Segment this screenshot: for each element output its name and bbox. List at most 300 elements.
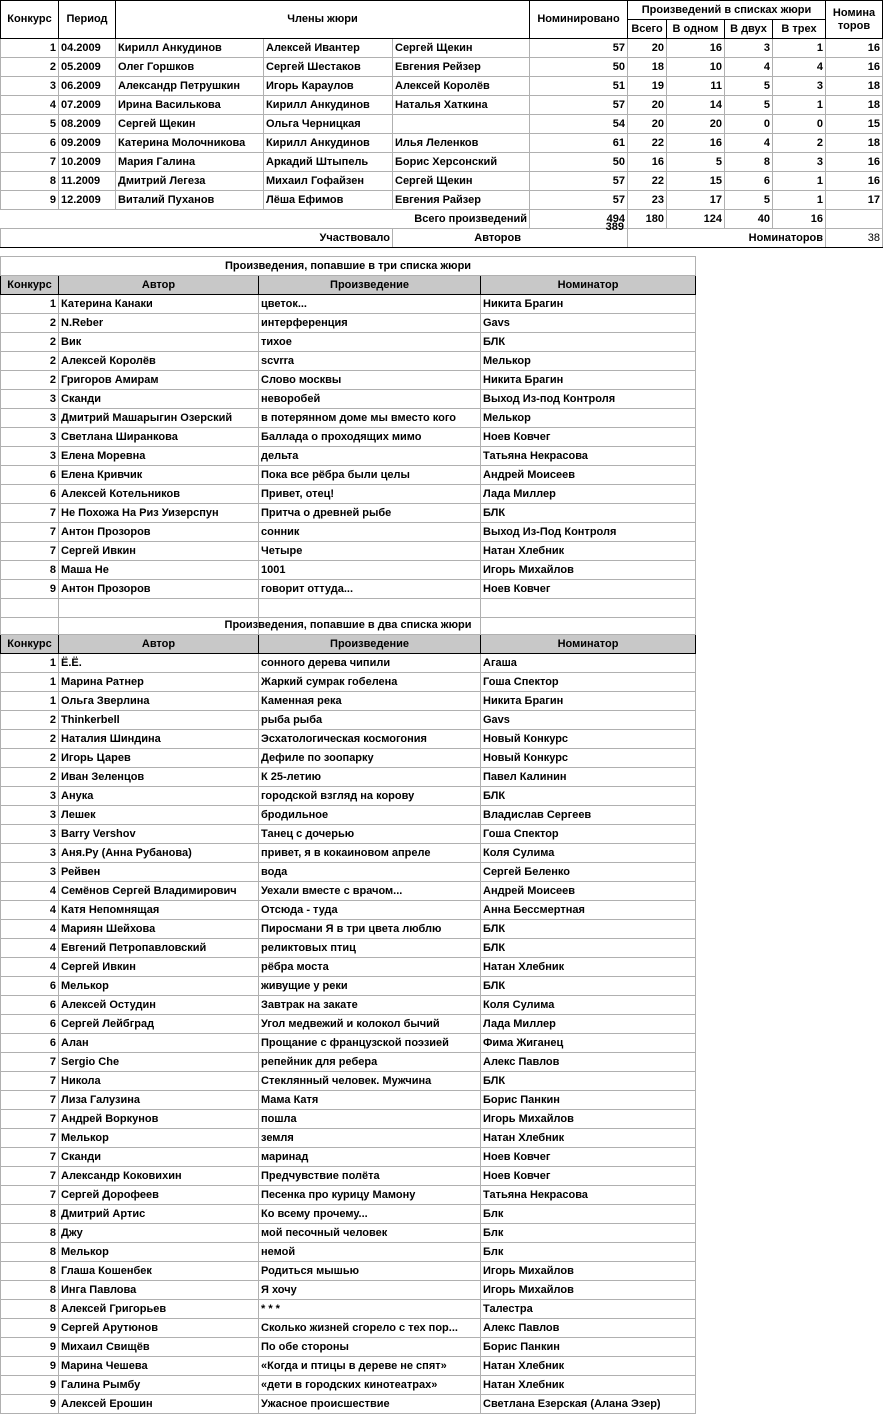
work-cell: Танец с дочерью [259,825,481,844]
table-row [1,844,696,863]
konkurs-cell: 7 [1,1148,59,1167]
work-cell: тихое [259,333,481,352]
konkurs-cell: 8 [1,1243,59,1262]
work-cell: вода [259,863,481,882]
total-all: 180 [628,210,667,229]
work-cell: scvrra [259,352,481,371]
work-cell: мой песочный человек [259,1224,481,1243]
author-cell: Сергей Ивкин [59,542,259,561]
work-cell: «дети в городских кинотеатрах» [259,1376,481,1395]
konkurs-cell: 7 [1,504,59,523]
header-nominated: Номинировано [530,1,628,39]
table-row [1,1300,696,1319]
table-row [1,466,696,485]
nominator-cell: Новый Конкурс [481,730,696,749]
author-cell: Светлана Ширанкова [59,428,259,447]
nominator-cell: Натан Хлебник [481,542,696,561]
work-cell: Мама Катя [259,1091,481,1110]
in-one-cell: 20 [667,115,725,134]
header-nominators-line2: торов [837,19,871,32]
work-cell: немой [259,1243,481,1262]
table-row [1,787,696,806]
konkurs-cell: 7 [1,1186,59,1205]
nominator-cell: Gavs [481,711,696,730]
work-cell: говорит оттуда... [259,580,481,599]
nominator-cell: БЛК [481,504,696,523]
work-cell: Четыре [259,542,481,561]
nominator-cell: Алекс Павлов [481,1319,696,1338]
three-lists-table [0,256,696,637]
nominator-cell: Натан Хлебник [481,1129,696,1148]
work-cell: Баллада о проходящих мимо [259,428,481,447]
konkurs-cell: 2 [1,749,59,768]
jury-1-cell: Ирина Василькова [116,96,264,115]
jury-3-cell: Евгения Рейзер [393,58,530,77]
konkurs-cell: 3 [1,428,59,447]
nominator-cell: Игорь Михайлов [481,1110,696,1129]
table-row [1,371,696,390]
nominators-cell: 16 [826,153,883,172]
author-cell: Антон Прозоров [59,580,259,599]
author-cell: Дмитрий Машарыгин Озерский [59,409,259,428]
in-three-cell: 1 [773,39,826,58]
work-cell: репейник для ребера [259,1053,481,1072]
nominator-cell: Мелькор [481,409,696,428]
work-cell: Родиться мышью [259,1262,481,1281]
col-author: Автор [59,635,259,654]
nominator-cell: БЛК [481,333,696,352]
table-row [1,1357,696,1376]
konkurs-cell: 7 [1,523,59,542]
jury-1-cell: Сергей Щекин [116,115,264,134]
nominators-cell: 18 [826,134,883,153]
author-cell: Катя Непомнящая [59,901,259,920]
konkurs-cell: 9 [1,1357,59,1376]
nominator-cell: Игорь Михайлов [481,1262,696,1281]
konkurs-cell: 8 [1,561,59,580]
work-cell: Стеклянный человек. Мужчина [259,1072,481,1091]
author-cell: Лиза Галузина [59,1091,259,1110]
work-cell: Притча о древней рыбе [259,504,481,523]
konkurs-cell: 5 [1,115,59,134]
konkurs-cell: 9 [1,580,59,599]
table-row [1,1319,696,1338]
konkurs-cell: 8 [1,1300,59,1319]
period-cell: 08.2009 [59,115,116,134]
in-three-cell: 0 [773,115,826,134]
nominator-cell: Выход Из-под Контроля [481,390,696,409]
work-cell: * * * [259,1300,481,1319]
author-cell: Алексей Ерошин [59,1395,259,1414]
jury-3-cell: Сергей Щекин [393,39,530,58]
konkurs-cell: 7 [1,1053,59,1072]
in-three-cell: 1 [773,96,826,115]
author-cell: Катерина Канаки [59,295,259,314]
table-row [1,1129,696,1148]
summary-row [1,153,883,172]
table-row [1,1015,696,1034]
nominated-cell: 50 [530,153,628,172]
konkurs-cell: 6 [1,1015,59,1034]
nominated-cell: 57 [530,96,628,115]
author-cell: Александр Коковихин [59,1167,259,1186]
jury-3-cell: Илья Леленков [393,134,530,153]
author-cell: Сканди [59,1148,259,1167]
nominated-cell: 61 [530,134,628,153]
table-row [1,1148,696,1167]
table-row [1,409,696,428]
table-row [1,542,696,561]
work-cell: живущие у реки [259,977,481,996]
author-cell: Алан [59,1034,259,1053]
in-three-cell: 1 [773,191,826,210]
author-cell: Иван Зеленцов [59,768,259,787]
in-two-cell: 4 [725,58,773,77]
table-row [1,1262,696,1281]
konkurs-cell: 9 [1,191,59,210]
table-row [1,920,696,939]
nominators-cell: 18 [826,96,883,115]
in-one-cell: 5 [667,153,725,172]
konkurs-cell: 3 [1,844,59,863]
author-cell: Сергей Лейбград [59,1015,259,1034]
konkurs-cell: 1 [1,39,59,58]
col-nominator: Номинатор [481,276,696,295]
konkurs-cell: 6 [1,134,59,153]
work-cell: дельта [259,447,481,466]
nominator-cell: Коля Сулима [481,844,696,863]
author-cell: Игорь Царев [59,749,259,768]
table-row [1,333,696,352]
table-row [1,1395,696,1414]
table-row [1,692,696,711]
table-row [1,711,696,730]
konkurs-cell: 2 [1,711,59,730]
work-cell: Дефиле по зоопарку [259,749,481,768]
jury-1-cell: Мария Галина [116,153,264,172]
table-row [1,428,696,447]
table-row [1,958,696,977]
work-cell: Каменная река [259,692,481,711]
period-cell: 12.2009 [59,191,116,210]
work-cell: реликтовых птиц [259,939,481,958]
total-cell: 20 [628,39,667,58]
konkurs-cell: 4 [1,901,59,920]
table-row [1,485,696,504]
header-total: Всего [628,20,667,39]
table-row [1,390,696,409]
konkurs-cell: 8 [1,172,59,191]
total-two: 40 [725,210,773,229]
author-cell: Sergio Che [59,1053,259,1072]
work-cell [259,599,481,618]
jury-2-cell: Лёша Ефимов [264,191,393,210]
nominator-cell: Блк [481,1224,696,1243]
in-three-cell: 4 [773,58,826,77]
author-cell: Наталия Шиндина [59,730,259,749]
nominator-cell: Анна Бессмертная [481,901,696,920]
konkurs-cell: 7 [1,153,59,172]
konkurs-cell: 3 [1,447,59,466]
konkurs-cell [1,599,59,618]
nominator-cell: Павел Калинин [481,768,696,787]
author-cell: Лешек [59,806,259,825]
work-cell: «Когда и птицы в дереве не спят» [259,1357,481,1376]
work-cell: Жаркий сумрак гобелена [259,673,481,692]
summary-row [1,96,883,115]
jury-2-cell: Аркадий Штыпель [264,153,393,172]
summary-table [0,0,883,248]
konkurs-cell: 6 [1,1034,59,1053]
jury-2-cell: Ольга Черницкая [264,115,393,134]
nominator-cell: Новый Конкурс [481,749,696,768]
author-cell: Barry Vershov [59,825,259,844]
author-cell: N.Reber [59,314,259,333]
table-row [1,1224,696,1243]
table-row [1,1376,696,1395]
summary-row [1,172,883,191]
author-cell: Дмитрий Артис [59,1205,259,1224]
author-cell: Ольга Зверлина [59,692,259,711]
summary-row [1,115,883,134]
in-two-cell: 4 [725,134,773,153]
authors-value: 389 [605,221,624,233]
author-cell: Евгений Петропавловский [59,939,259,958]
author-cell: Алексей Королёв [59,352,259,371]
jury-3-cell: Алексей Королёв [393,77,530,96]
header-in-lists: Произведений в списках жюри [628,1,826,20]
author-cell: Галина Рымбу [59,1376,259,1395]
nominator-cell: БЛК [481,1072,696,1091]
period-cell: 06.2009 [59,77,116,96]
table-row [1,654,696,673]
work-cell: пошла [259,1110,481,1129]
work-cell: маринад [259,1148,481,1167]
in-two-cell: 6 [725,172,773,191]
work-cell: Песенка про курицу Мамону [259,1186,481,1205]
participated-label: Участвовало [1,229,393,248]
period-cell: 11.2009 [59,172,116,191]
jury-2-cell: Алексей Ивантер [264,39,393,58]
author-cell [59,599,259,618]
nominator-cell: Лада Миллер [481,1015,696,1034]
work-cell: цветок... [259,295,481,314]
col-nominator: Номинатор [481,635,696,654]
in-one-cell: 16 [667,134,725,153]
total-nominated: 494 [530,210,628,229]
author-cell: Никола [59,1072,259,1091]
table-row [1,1205,696,1224]
jury-1-cell: Катерина Молочникова [116,134,264,153]
two-lists-title: Произведения, попавшие в два списка жюри [1,616,696,635]
jury-1-cell: Кирилл Анкудинов [116,39,264,58]
work-cell: Уехали вместе с врачом... [259,882,481,901]
konkurs-cell: 7 [1,1072,59,1091]
work-cell: Привет, отец! [259,485,481,504]
konkurs-cell: 1 [1,692,59,711]
nominated-cell: 54 [530,115,628,134]
work-cell: Ко всему прочему... [259,1205,481,1224]
nominator-cell: Татьяна Некрасова [481,1186,696,1205]
header-in-one: В одном [667,20,725,39]
konkurs-cell: 9 [1,1319,59,1338]
table-row [1,504,696,523]
table-row [1,768,696,787]
nominated-cell: 57 [530,172,628,191]
author-cell: Вик [59,333,259,352]
work-cell: Прощание с французской поэзией [259,1034,481,1053]
work-cell: городской взгляд на корову [259,787,481,806]
in-one-cell: 10 [667,58,725,77]
konkurs-cell: 8 [1,1205,59,1224]
konkurs-cell: 2 [1,371,59,390]
header-jury: Члены жюри [116,1,530,39]
table-row [1,673,696,692]
nominated-cell: 50 [530,58,628,77]
konkurs-cell: 9 [1,1395,59,1414]
in-one-cell: 14 [667,96,725,115]
nominator-cell: Ноев Ковчег [481,1167,696,1186]
in-two-cell: 3 [725,39,773,58]
nominator-cell: БЛК [481,977,696,996]
konkurs-cell: 2 [1,730,59,749]
author-cell: Джу [59,1224,259,1243]
period-cell: 05.2009 [59,58,116,77]
jury-1-cell: Олег Горшков [116,58,264,77]
nominators-label: Номинаторов [628,229,826,248]
table-row [1,1167,696,1186]
author-cell: Андрей Воркунов [59,1110,259,1129]
col-konkurs: Конкурс [1,276,59,295]
in-one-cell: 15 [667,172,725,191]
table-row [1,901,696,920]
total-cell: 22 [628,172,667,191]
konkurs-cell: 9 [1,1376,59,1395]
in-two-cell: 8 [725,153,773,172]
author-cell: Глаша Кошенбек [59,1262,259,1281]
work-cell: По обе стороны [259,1338,481,1357]
nominator-cell: Владислав Сергеев [481,806,696,825]
nominator-cell: Gavs [481,314,696,333]
nominator-cell: Андрей Моисеев [481,466,696,485]
nominators-cell: 16 [826,39,883,58]
table-row [1,1110,696,1129]
nominator-cell: Борис Панкин [481,1091,696,1110]
author-cell: Антон Прозоров [59,523,259,542]
work-cell: 1001 [259,561,481,580]
total-one: 124 [667,210,725,229]
author-cell: Мелькор [59,977,259,996]
author-cell: Thinkerbell [59,711,259,730]
author-cell: Елена Моревна [59,447,259,466]
nominator-cell: Татьяна Некрасова [481,447,696,466]
author-cell: Елена Кривчик [59,466,259,485]
header-period: Период [59,1,116,39]
in-two-cell: 5 [725,191,773,210]
author-cell: Не Похожа На Риз Уизерспун [59,504,259,523]
in-two-cell: 0 [725,115,773,134]
author-cell: Мелькор [59,1129,259,1148]
konkurs-cell: 3 [1,863,59,882]
in-one-cell: 11 [667,77,725,96]
nominator-cell: Лада Миллер [481,485,696,504]
work-cell: рыба рыба [259,711,481,730]
col-work: Произведение [259,635,481,654]
table-row [1,599,696,618]
total-cell: 22 [628,134,667,153]
nominator-cell: Алекс Павлов [481,1053,696,1072]
work-cell: сонного дерева чипили [259,654,481,673]
table-row [1,1243,696,1262]
jury-2-cell: Сергей Шестаков [264,58,393,77]
work-cell: К 25-летию [259,768,481,787]
author-cell: Ё.Ё. [59,654,259,673]
nominators-cell: 17 [826,191,883,210]
konkurs-cell: 4 [1,882,59,901]
period-cell: 07.2009 [59,96,116,115]
table-row [1,1091,696,1110]
konkurs-cell: 4 [1,939,59,958]
table-row [1,580,696,599]
nominator-cell: Натан Хлебник [481,1376,696,1395]
table-row [1,295,696,314]
konkurs-cell: 6 [1,485,59,504]
nominator-cell [481,599,696,618]
nominator-cell: Борис Панкин [481,1338,696,1357]
in-one-cell: 16 [667,39,725,58]
in-three-cell: 3 [773,153,826,172]
nominators-value: 38 [826,229,883,248]
nominator-cell: Никита Брагин [481,295,696,314]
period-cell: 09.2009 [59,134,116,153]
in-one-cell: 17 [667,191,725,210]
header-in-three: В трех [773,20,826,39]
konkurs-cell: 3 [1,825,59,844]
konkurs-cell: 4 [1,920,59,939]
in-three-cell: 2 [773,134,826,153]
col-konkurs: Конкурс [1,635,59,654]
author-cell: Мариян Шейхова [59,920,259,939]
table-row [1,352,696,371]
nominator-cell: Блк [481,1205,696,1224]
nominator-cell: Фима Жиганец [481,1034,696,1053]
nominated-cell: 57 [530,39,628,58]
jury-1-cell: Александр Петрушкин [116,77,264,96]
jury-1-cell: Виталий Пуханов [116,191,264,210]
nominator-cell: Гоша Спектор [481,673,696,692]
work-cell: Эсхатологическая космогония [259,730,481,749]
total-label: Всего произведений [1,210,530,229]
konkurs-cell: 2 [1,352,59,371]
work-cell: Отсюда - туда [259,901,481,920]
period-cell: 10.2009 [59,153,116,172]
summary-row [1,134,883,153]
konkurs-cell: 7 [1,1167,59,1186]
nominator-cell: БЛК [481,920,696,939]
work-cell: в потерянном доме мы вместо кого [259,409,481,428]
nominator-cell: Сергей Беленко [481,863,696,882]
jury-2-cell: Игорь Караулов [264,77,393,96]
nominators-cell: 18 [826,77,883,96]
summary-row [1,58,883,77]
authors-label: Авторов [474,231,521,244]
jury-2-cell: Михаил Гофайзен [264,172,393,191]
in-two-cell: 5 [725,96,773,115]
author-cell: Сергей Дорофеев [59,1186,259,1205]
nominator-cell: Ноев Ковчег [481,1148,696,1167]
header-konkurs: Конкурс [1,1,59,39]
author-cell: Маша Не [59,561,259,580]
